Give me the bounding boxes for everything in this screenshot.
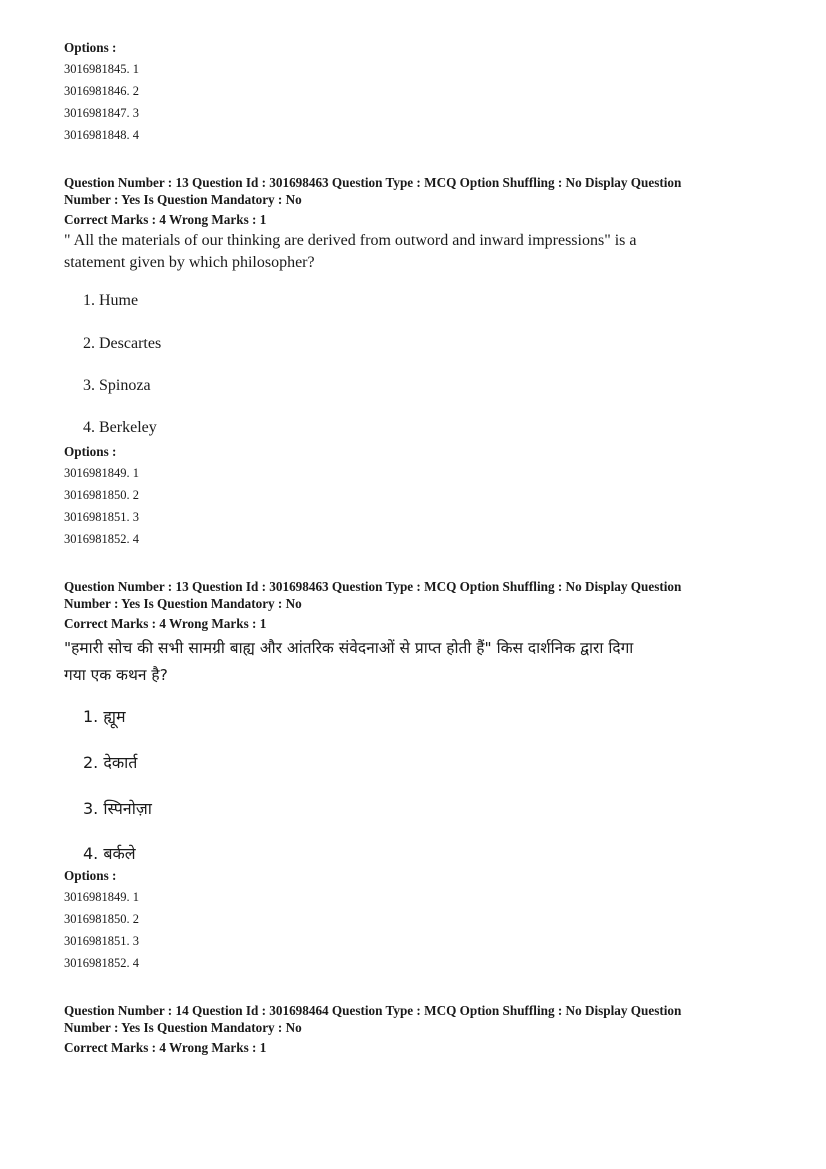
answer-choice: 2. Descartes xyxy=(83,335,162,352)
question-header-cont: Number : Yes Is Question Mandatory : No xyxy=(64,596,302,611)
answer-choice: 1. ह्यूम xyxy=(83,707,126,726)
answer-choice: 4. Berkeley xyxy=(83,419,157,436)
question-stem-cont: गया एक कथन है? xyxy=(64,666,168,684)
question-stem: "हमारी सोच की सभी सामग्री बाह्य और आंतरिक संवेदनाओं से प्राप्त होती हैं" किस दार्शनिक द्वारा दिगा xyxy=(64,639,634,657)
question-marks: Correct Marks : 4 Wrong Marks : 1 xyxy=(64,212,267,227)
question-marks: Correct Marks : 4 Wrong Marks : 1 xyxy=(64,1040,267,1055)
answer-choice: 4. बर्कले xyxy=(83,844,136,863)
option-id-line: 3016981850. 2 xyxy=(64,488,139,502)
option-id-line: 3016981850. 2 xyxy=(64,912,139,926)
option-id-line: 3016981847. 3 xyxy=(64,106,139,120)
option-id-line: 3016981849. 1 xyxy=(64,890,139,904)
question-stem-cont: statement given by which philosopher? xyxy=(64,254,315,271)
option-id-line: 3016981846. 2 xyxy=(64,84,139,98)
answer-choice: 3. Spinoza xyxy=(83,377,151,394)
question-header: Question Number : 13 Question Id : 301698463 Question Type : MCQ Option Shuffling : No Display Question xyxy=(64,175,682,190)
option-id-line: 3016981852. 4 xyxy=(64,532,139,546)
options-label: Options : xyxy=(64,444,117,459)
question-header: Question Number : 13 Question Id : 301698463 Question Type : MCQ Option Shuffling : No Display Question xyxy=(64,579,682,594)
option-id-line: 3016981845. 1 xyxy=(64,62,139,76)
option-id-line: 3016981849. 1 xyxy=(64,466,139,480)
question-header: Question Number : 14 Question Id : 301698464 Question Type : MCQ Option Shuffling : No Display Question xyxy=(64,1003,682,1018)
answer-choice: 2. देकार्त xyxy=(83,753,138,772)
option-id-line: 3016981851. 3 xyxy=(64,934,139,948)
question-stem: " All the materials of our thinking are derived from outword and inward impressions" is a xyxy=(64,232,637,249)
question-header-cont: Number : Yes Is Question Mandatory : No xyxy=(64,192,302,207)
answer-choice: 1. Hume xyxy=(83,292,139,309)
question-marks: Correct Marks : 4 Wrong Marks : 1 xyxy=(64,616,267,631)
options-label: Options : xyxy=(64,40,117,55)
options-label: Options : xyxy=(64,868,117,883)
option-id-line: 3016981848. 4 xyxy=(64,128,139,142)
option-id-line: 3016981851. 3 xyxy=(64,510,139,524)
question-header-cont: Number : Yes Is Question Mandatory : No xyxy=(64,1020,302,1035)
answer-choice: 3. स्पिनोज़ा xyxy=(83,799,152,818)
option-id-line: 3016981852. 4 xyxy=(64,956,139,970)
